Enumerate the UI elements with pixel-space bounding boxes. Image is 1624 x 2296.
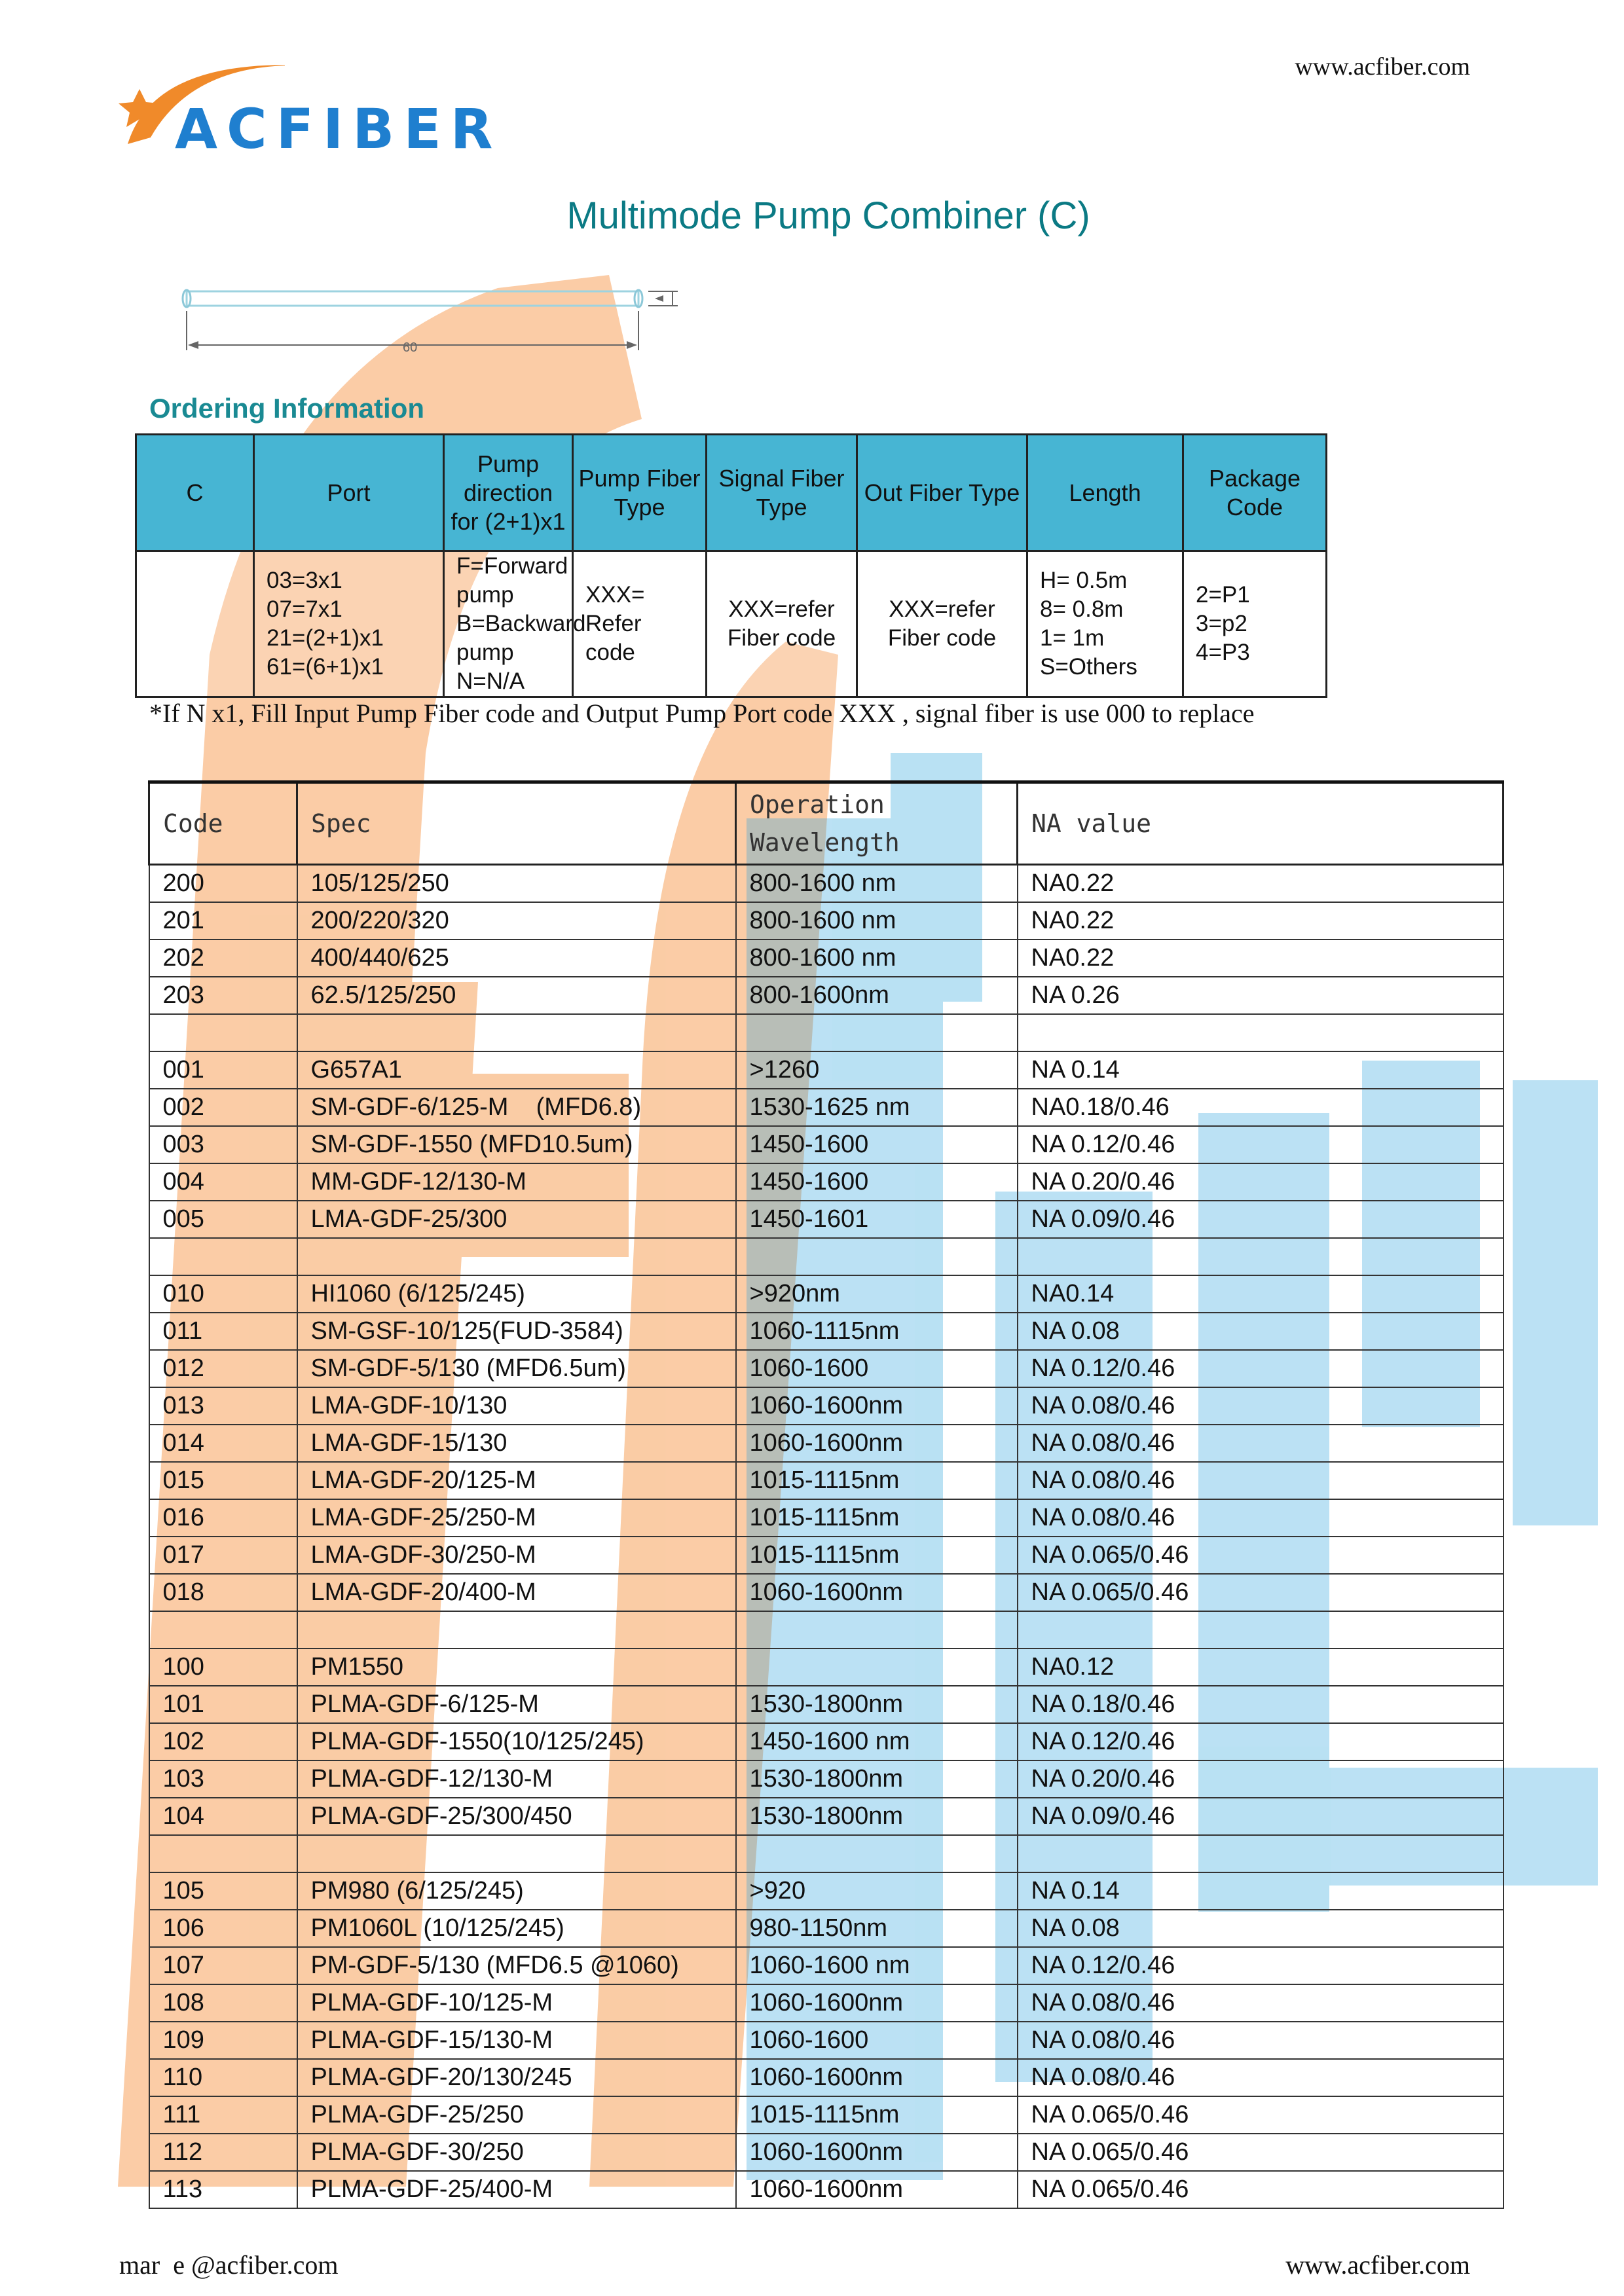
wavelength-cell: 1530-1625 nm [736, 1089, 1018, 1126]
na-value-cell: NA0.22 [1018, 865, 1504, 903]
na-value-cell: NA 0.18/0.46 [1018, 1686, 1504, 1723]
ordering-value-pump-direction: F=Forward pump B=Backward pump N=N/A [444, 551, 573, 697]
wavelength-cell: 980-1150nm [736, 1910, 1018, 1947]
header-operation-wavelength: Operation Wavelength [736, 782, 1018, 865]
code-cell: 106 [149, 1910, 297, 1947]
wavelength-cell: 1450-1600 nm [736, 1723, 1018, 1760]
header-spec: Spec [297, 782, 736, 865]
wavelength-cell: 1450-1601 [736, 1201, 1018, 1238]
table-row [149, 1574, 1504, 1611]
ordering-note: *If N x1, Fill Input Pump Fiber code and Output Pump Port code XXX , signal fiber is use 000 to replace [149, 699, 1255, 728]
wavelength-cell: 1530-1800nm [736, 1686, 1018, 1723]
na-value-cell: NA 0.08/0.46 [1018, 1984, 1504, 2022]
wavelength-cell: 1530-1800nm [736, 1760, 1018, 1798]
table-row [149, 1201, 1504, 1238]
code-cell: 010 [149, 1275, 297, 1313]
na-value-cell: NA0.14 [1018, 1275, 1504, 1313]
na-value-cell: NA 0.065/0.46 [1018, 1537, 1504, 1574]
wavelength-cell: 1060-1600nm [736, 1984, 1018, 2022]
spec-cell: PLMA-GDF-20/130/245 [297, 2059, 736, 2096]
code-cell: 004 [149, 1163, 297, 1201]
spec-cell: 105/125/250 [297, 865, 736, 903]
table-row [149, 865, 1504, 903]
spec-cell: PLMA-GDF-25/250 [297, 2096, 736, 2134]
table-row [149, 1014, 1504, 1051]
spec-cell: PLMA-GDF-30/250 [297, 2134, 736, 2171]
table-row [149, 1313, 1504, 1350]
na-value-cell: NA 0.09/0.46 [1018, 1201, 1504, 1238]
spec-cell: PLMA-GDF-25/400-M [297, 2171, 736, 2208]
spec-cell: PLMA-GDF-25/300/450 [297, 1798, 736, 1835]
spec-cell: PLMA-GDF-1550(10/125/245) [297, 1723, 736, 1760]
wavelength-cell: 1015-1115nm [736, 1537, 1018, 1574]
ordering-header-c: C [136, 435, 254, 551]
wavelength-cell: 1060-1600 [736, 2022, 1018, 2059]
ordering-value-port: 03=3x1 07=7x1 21=(2+1)x1 61=(6+1)x1 [254, 551, 444, 697]
na-value-cell: NA 0.08/0.46 [1018, 2059, 1504, 2096]
ordering-header-length: Length [1027, 435, 1183, 551]
table-row [149, 2059, 1504, 2096]
code-cell: 105 [149, 1872, 297, 1910]
na-value-cell: NA 0.08/0.46 [1018, 1425, 1504, 1462]
code-cell: 200 [149, 865, 297, 903]
footer-email: mar e @acfiber.com [119, 2250, 339, 2280]
ordering-values-row [136, 551, 1327, 697]
code-cell: 101 [149, 1686, 297, 1723]
wavelength-cell: 800-1600 nm [736, 865, 1018, 903]
spec-cell [297, 1611, 736, 1649]
wavelength-cell: 1015-1115nm [736, 1462, 1018, 1499]
spec-cell: HI1060 (6/125/245) [297, 1275, 736, 1313]
na-value-cell: NA 0.065/0.46 [1018, 2171, 1504, 2208]
table-row [149, 1910, 1504, 1947]
table-row [149, 1798, 1504, 1835]
ordering-header-pump-direction: Pump direction for (2+1)x1 [444, 435, 573, 551]
ordering-table [135, 433, 1327, 698]
na-value-cell [1018, 1014, 1504, 1051]
table-row [149, 1872, 1504, 1910]
na-value-cell [1018, 1238, 1504, 1275]
spec-cell [297, 1238, 736, 1275]
fiber-code-header-row [149, 782, 1504, 865]
na-value-cell: NA 0.12/0.46 [1018, 1126, 1504, 1163]
wavelength-cell: 1450-1600 [736, 1163, 1018, 1201]
na-value-cell [1018, 1835, 1504, 1872]
code-cell: 108 [149, 1984, 297, 2022]
table-row [149, 1984, 1504, 2022]
wavelength-cell: 800-1600 nm [736, 902, 1018, 939]
wavelength-cell: 1060-1600nm [736, 2171, 1018, 2208]
spec-cell: PLMA-GDF-10/125-M [297, 1984, 736, 2022]
spec-cell [297, 1014, 736, 1051]
na-value-cell: NA 0.08/0.46 [1018, 1499, 1504, 1537]
spec-cell: PLMA-GDF-12/130-M [297, 1760, 736, 1798]
table-row [149, 2022, 1504, 2059]
wavelength-cell: 1060-1115nm [736, 1313, 1018, 1350]
na-value-cell: NA 0.065/0.46 [1018, 1574, 1504, 1611]
code-cell: 103 [149, 1760, 297, 1798]
wavelength-cell: >920nm [736, 1275, 1018, 1313]
code-cell: 112 [149, 2134, 297, 2171]
ordering-value-c [136, 551, 254, 697]
table-row [149, 1499, 1504, 1537]
wavelength-cell [736, 1238, 1018, 1275]
code-cell [149, 1014, 297, 1051]
na-value-cell: NA 0.08 [1018, 1910, 1504, 1947]
code-cell: 107 [149, 1947, 297, 1984]
na-value-cell: NA 0.08/0.46 [1018, 1387, 1504, 1425]
code-cell: 001 [149, 1051, 297, 1089]
logo-text: ACFIBER [175, 97, 502, 161]
spec-cell: PM980 (6/125/245) [297, 1872, 736, 1910]
code-cell: 018 [149, 1574, 297, 1611]
spec-cell: LMA-GDF-30/250-M [297, 1537, 736, 1574]
code-cell: 014 [149, 1425, 297, 1462]
na-value-cell: NA 0.12/0.46 [1018, 1350, 1504, 1387]
table-row [149, 1089, 1504, 1126]
code-cell: 202 [149, 939, 297, 977]
ordering-header-port: Port [254, 435, 444, 551]
table-row [149, 977, 1504, 1014]
dimension-label: 60 [403, 340, 418, 355]
table-row [149, 1649, 1504, 1686]
code-cell [149, 1611, 297, 1649]
ordering-header-package-code: Package Code [1183, 435, 1327, 551]
spec-cell: MM-GDF-12/130-M [297, 1163, 736, 1201]
ordering-value-pump-fiber-type: XXX= Refer code [573, 551, 707, 697]
code-cell: 013 [149, 1387, 297, 1425]
na-value-cell: NA 0.09/0.46 [1018, 1798, 1504, 1835]
na-value-cell: NA 0.20/0.46 [1018, 1760, 1504, 1798]
code-cell: 203 [149, 977, 297, 1014]
code-cell: 016 [149, 1499, 297, 1537]
code-cell: 012 [149, 1350, 297, 1387]
wavelength-cell: >1260 [736, 1051, 1018, 1089]
table-row [149, 1051, 1504, 1089]
table-row [149, 1238, 1504, 1275]
na-value-cell: NA 0.12/0.46 [1018, 1947, 1504, 1984]
code-cell: 015 [149, 1462, 297, 1499]
table-row [149, 2171, 1504, 2208]
wavelength-cell: 800-1600 nm [736, 939, 1018, 977]
spec-cell: LMA-GDF-25/250-M [297, 1499, 736, 1537]
code-cell: 104 [149, 1798, 297, 1835]
na-value-cell: NA 0.12/0.46 [1018, 1723, 1504, 1760]
table-row [149, 1947, 1504, 1984]
table-row [149, 902, 1504, 939]
spec-cell: LMA-GDF-20/125-M [297, 1462, 736, 1499]
wavelength-cell: 1060-1600 nm [736, 1947, 1018, 1984]
header-website: www.acfiber.com [1295, 53, 1470, 81]
table-row [149, 2134, 1504, 2171]
wavelength-cell: 1060-1600nm [736, 1574, 1018, 1611]
table-row [149, 1760, 1504, 1798]
wavelength-cell: 1060-1600nm [736, 2059, 1018, 2096]
na-value-cell: NA0.12 [1018, 1649, 1504, 1686]
page-title: Multimode Pump Combiner (C) [566, 194, 1090, 237]
wavelength-cell: 1015-1115nm [736, 2096, 1018, 2134]
wavelength-cell: 800-1600nm [736, 977, 1018, 1014]
spec-cell: PLMA-GDF-15/130-M [297, 2022, 736, 2059]
table-row [149, 1835, 1504, 1872]
code-cell: 017 [149, 1537, 297, 1574]
spec-cell: LMA-GDF-15/130 [297, 1425, 736, 1462]
table-row [149, 939, 1504, 977]
spec-cell: SM-GSF-10/125(FUD-3584) [297, 1313, 736, 1350]
wavelength-cell: >920 [736, 1872, 1018, 1910]
code-cell: 003 [149, 1126, 297, 1163]
na-value-cell: NA0.22 [1018, 902, 1504, 939]
spec-cell: PM1550 [297, 1649, 736, 1686]
header-na-value: NA value [1018, 782, 1504, 865]
table-row [149, 1275, 1504, 1313]
na-value-cell: NA0.18/0.46 [1018, 1089, 1504, 1126]
table-row [149, 1425, 1504, 1462]
spec-cell: PLMA-GDF-6/125-M [297, 1686, 736, 1723]
table-row [149, 1537, 1504, 1574]
code-cell: 011 [149, 1313, 297, 1350]
table-row [149, 1611, 1504, 1649]
ordering-value-length: H= 0.5m 8= 0.8m 1= 1m S=Others [1027, 551, 1183, 697]
spec-cell: 62.5/125/250 [297, 977, 736, 1014]
spec-cell: PM-GDF-5/130 (MFD6.5 @1060) [297, 1947, 736, 1984]
spec-cell: SM-GDF-5/130 (MFD6.5um) [297, 1350, 736, 1387]
wavelength-cell: 1060-1600nm [736, 1425, 1018, 1462]
combiner-drawing [174, 278, 697, 363]
table-row [149, 2096, 1504, 2134]
spec-cell: G657A1 [297, 1051, 736, 1089]
wavelength-cell: 1060-1600nm [736, 2134, 1018, 2171]
spec-cell: 400/440/625 [297, 939, 736, 977]
spec-cell: 200/220/320 [297, 902, 736, 939]
table-row [149, 1723, 1504, 1760]
spec-cell: LMA-GDF-10/130 [297, 1387, 736, 1425]
wavelength-cell [736, 1649, 1018, 1686]
na-value-cell: NA 0.08/0.46 [1018, 1462, 1504, 1499]
footer-website: www.acfiber.com [1285, 2250, 1470, 2280]
spec-cell: SM-GDF-1550 (MFD10.5um) [297, 1126, 736, 1163]
ordering-header-out-fiber-type: Out Fiber Type [857, 435, 1027, 551]
na-value-cell: NA 0.065/0.46 [1018, 2096, 1504, 2134]
wavelength-cell: 1450-1600 [736, 1126, 1018, 1163]
wavelength-cell [736, 1014, 1018, 1051]
table-row [149, 1126, 1504, 1163]
code-cell: 111 [149, 2096, 297, 2134]
ordering-header-row [136, 435, 1327, 551]
wavelength-cell: 1015-1115nm [736, 1499, 1018, 1537]
acfiber-logo [115, 52, 502, 164]
code-cell: 102 [149, 1723, 297, 1760]
na-value-cell: NA 0.26 [1018, 977, 1504, 1014]
na-value-cell: NA 0.14 [1018, 1051, 1504, 1089]
code-cell: 109 [149, 2022, 297, 2059]
table-row [149, 1163, 1504, 1201]
wavelength-cell [736, 1835, 1018, 1872]
spec-cell: SM-GDF-6/125-M (MFD6.8) [297, 1089, 736, 1126]
ordering-value-out-fiber-type: XXX=refer Fiber code [857, 551, 1027, 697]
na-value-cell [1018, 1611, 1504, 1649]
code-cell: 100 [149, 1649, 297, 1686]
na-value-cell: NA 0.08/0.46 [1018, 2022, 1504, 2059]
wavelength-cell: 1530-1800nm [736, 1798, 1018, 1835]
table-row [149, 1350, 1504, 1387]
ordering-header-pump-fiber-type: Pump Fiber Type [573, 435, 707, 551]
na-value-cell: NA 0.20/0.46 [1018, 1163, 1504, 1201]
table-row [149, 1387, 1504, 1425]
code-cell [149, 1238, 297, 1275]
na-value-cell: NA 0.08 [1018, 1313, 1504, 1350]
code-cell [149, 1835, 297, 1872]
table-row [149, 1686, 1504, 1723]
table-row [149, 1462, 1504, 1499]
wavelength-cell: 1060-1600nm [736, 1387, 1018, 1425]
spec-cell: LMA-GDF-25/300 [297, 1201, 736, 1238]
wavelength-cell [736, 1611, 1018, 1649]
ordering-value-signal-fiber-type: XXX=refer Fiber code [707, 551, 857, 697]
spec-cell [297, 1835, 736, 1872]
spec-cell: LMA-GDF-20/400-M [297, 1574, 736, 1611]
code-cell: 005 [149, 1201, 297, 1238]
code-cell: 002 [149, 1089, 297, 1126]
ordering-value-package-code: 2=P1 3=p2 4=P3 [1183, 551, 1327, 697]
fiber-code-table [148, 780, 1504, 2209]
wavelength-cell: 1060-1600 [736, 1350, 1018, 1387]
na-value-cell: NA 0.14 [1018, 1872, 1504, 1910]
na-value-cell: NA0.22 [1018, 939, 1504, 977]
code-cell: 201 [149, 902, 297, 939]
code-cell: 110 [149, 2059, 297, 2096]
spec-cell: PM1060L (10/125/245) [297, 1910, 736, 1947]
ordering-header-signal-fiber-type: Signal Fiber Type [707, 435, 857, 551]
ordering-section-title: Ordering Information [149, 393, 424, 424]
code-cell: 113 [149, 2171, 297, 2208]
na-value-cell: NA 0.065/0.46 [1018, 2134, 1504, 2171]
header-code: Code [149, 782, 297, 865]
